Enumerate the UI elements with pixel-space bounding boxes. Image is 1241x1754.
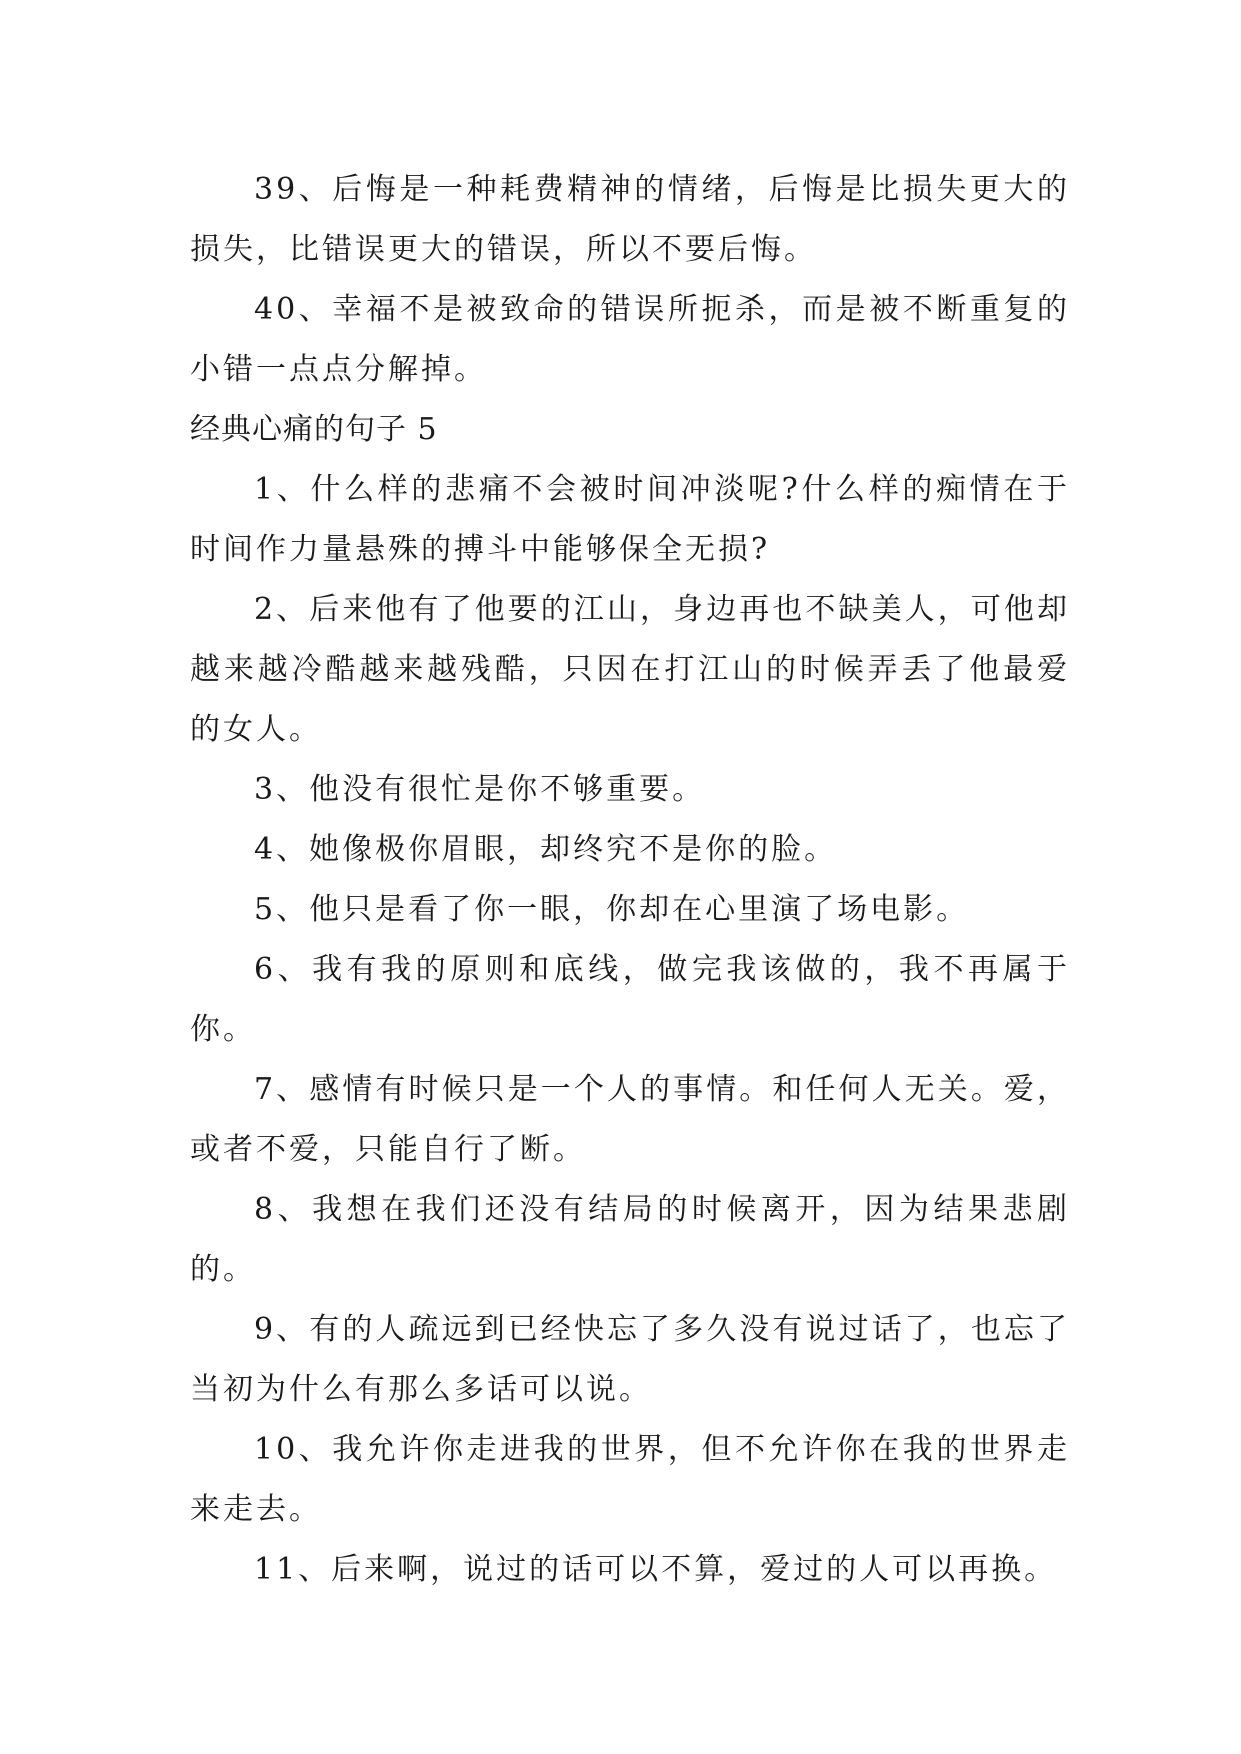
paragraph-4: 4、她像极你眉眼，却终究不是你的脸。 [254,832,838,867]
paragraph-39: 39、后悔是一种耗费精神的情绪，后悔是比损失更大的损失，比错误更大的错误，所以不要后悔。 [190,172,1070,267]
section-heading: 经典心痛的句子 5 [190,412,438,447]
paragraph-40: 40、幸福不是被致命的错误所扼杀，而是被不断重复的小错一点点分解掉。 [190,292,1070,387]
paragraph-2: 2、后来他有了他要的江山，身边再也不缺美人，可他却越来越冷酷越来越残酷，只因在打江山的时候弄丢了他最爱的女人。 [190,592,1070,747]
paragraph-6: 6、我有我的原则和底线，做完我该做的，我不再属于你。 [190,952,1070,1047]
document-body [190,160,1070,1600]
paragraph-5: 5、他只是看了你一眼，你却在心里演了场电影。 [254,892,970,927]
paragraph-11: 11、后来啊，说过的话可以不算，爱过的人可以再换。 [254,1552,1058,1587]
paragraph-10: 10、我允许你走进我的世界，但不允许你在我的世界走来走去。 [190,1432,1070,1527]
paragraph-9: 9、有的人疏远到已经快忘了多久没有说过话了，也忘了当初为什么有那么多话可以说。 [190,1312,1070,1407]
paragraph-1: 1、什么样的悲痛不会被时间冲淡呢?什么样的痴情在于时间作力量悬殊的搏斗中能够保全无损? [190,472,1070,567]
paragraph-7: 7、感情有时候只是一个人的事情。和任何人无关。爱，或者不爱，只能自行了断。 [190,1072,1070,1167]
paragraph-3: 3、他没有很忙是你不够重要。 [254,772,706,807]
paragraph-8: 8、我想在我们还没有结局的时候离开，因为结果悲剧的。 [190,1192,1070,1287]
